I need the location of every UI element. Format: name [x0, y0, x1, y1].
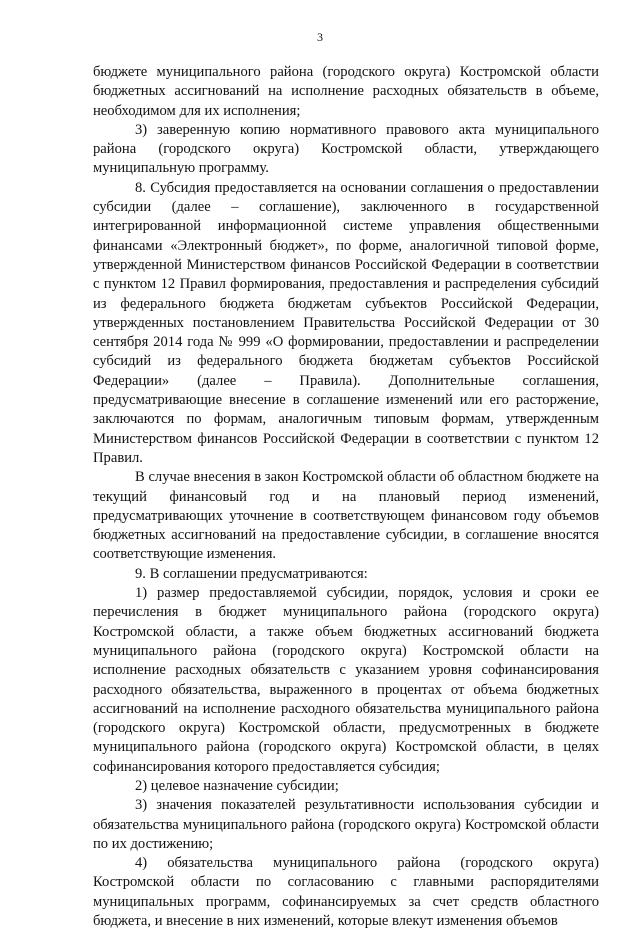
paragraph-subitem-1: 1) размер предоставляемой субсидии, порядок, условия и сроки ее перечисления в бюджет муниципального района (городского округа) Костромской области, а также объем бюджетных ассигнований бюджета муниципального района (городского округа) Костромской области на исполнение расходных обязательств с указанием уровня софинансирования расходного обязательства, выраженного в процентах от объема бюджетных ассигнований на исполнение расходного обязательства муниципального района (городского округа) Костромской области, предусмотренных в бюджете муниципального района (городского округа) Костромской области, в целях софинансирования которого предоставляется субсидия; — [93, 585, 599, 775]
paragraph-budget-changes: В случае внесения в закон Костромской области об областном бюджете на текущий финансовый год и на плановый период изменений, предусматривающих уточнение в соответствующем финансовом году объемов бюджетных ассигнований на предоставление субсидии, в соглашение вносятся соответствующие изменения. — [93, 469, 599, 563]
paragraph-item-3: 3) заверенную копию нормативного правового акта муниципального района (городского округа) Костромской области, утверждающего муниципальную программу. — [93, 121, 599, 177]
paragraph-subitem-4: 4) обязательства муниципального района (городского округа) Костромской области по согласованию с главными распорядителями муниципальных программ, софинансируемых за счет средств областного бюджета, и внесение в них изменений, которые влекут изменения объемов — [93, 855, 599, 930]
paragraph-clause-9: 9. В соглашении предусматриваются: — [135, 565, 368, 582]
paragraph-subitem-3: 3) значения показателей результативности использования субсидии и обязательства муниципального района (городского округа) Костромской области по их достижению; — [93, 797, 599, 852]
document-body — [93, 63, 599, 931]
paragraph-subitem-2: 2) целевое назначение субсидии; — [135, 777, 339, 794]
paragraph-clause-8: 8. Субсидия предоставляется на основании соглашения о предоставлении субсидии (далее – соглашение), заключенного в государственной интегрированной информационной системе управления общественными финансами «Электронный бюджет», по форме, аналогичной типовой форме, утвержденной Министерством финансов Российской Федерации в соответствии с пунктом 12 Правил формирования, предоставления и распределения субсидий из федерального бюджета бюджетам субъектов Российской Федерации, утвержденных постановлением Правительства Российской Федерации от 30 сентября 2014 года № 999 «О формировании, предоставлении и распределении субсидий из федерального бюджета бюджетам субъектов Российской Федерации» (далее – Правила). Дополнительные соглашения, предусматривающие внесение в соглашение изменений или его расторжение, заключаются по формам, аналогичным типовым формам, утвержденным Министерством финансов Российской Федерации в соответствии с пунктом 12 Правил. — [93, 179, 599, 466]
paragraph-continuation: бюджете муниципального района (городского округа) Костромской области бюджетных ассигнований на исполнение расходных обязательств в объеме, необходимом для их исполнения; — [93, 64, 599, 119]
page-number: 3 — [317, 30, 323, 44]
